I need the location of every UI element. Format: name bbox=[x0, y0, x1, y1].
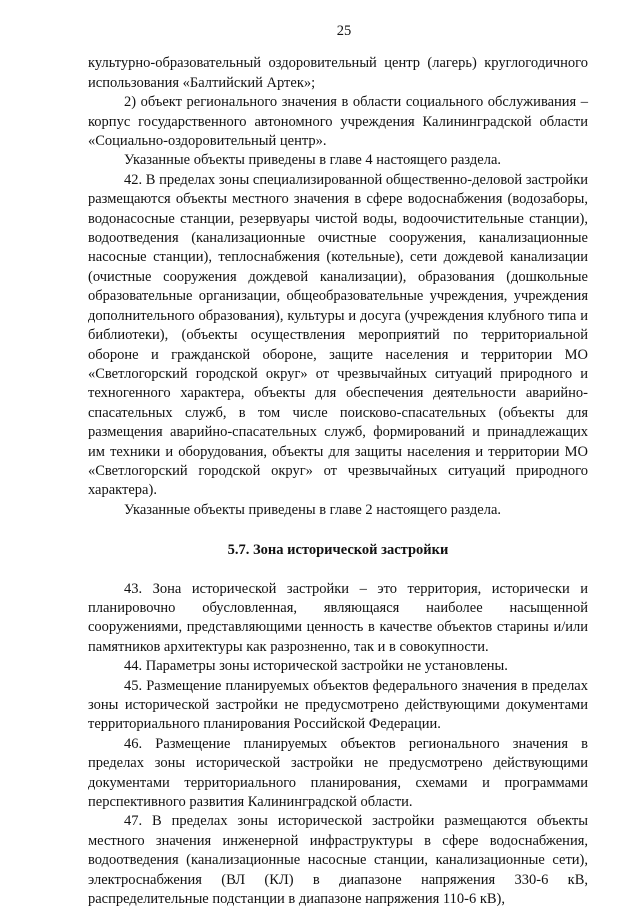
paragraph: 46. Размещение планируемых объектов регионального значения в пределах зоны исторической застройки не предусмотрено действующими документами территориального планирования, схемами и программами перспективного развития Калининградской области. bbox=[88, 735, 588, 811]
paragraph: культурно-образовательный оздоровительный центр (лагерь) круглогодичного использования «Балтийский Артек»; bbox=[88, 55, 588, 91]
section-heading: 5.7. Зона исторической застройки bbox=[227, 542, 449, 559]
paragraph: Указанные объекты приведены в главе 2 настоящего раздела. bbox=[124, 501, 502, 518]
paragraph: 45. Размещение планируемых объектов федерального значения в пределах зоны исторической застройки не предусмотрено действующими документами территориального планирования Российской Федерации. bbox=[88, 677, 588, 733]
paragraph: 44. Параметры зоны исторической застройки не установлены. bbox=[124, 658, 508, 675]
paragraph: Указанные объекты приведены в главе 4 настоящего раздела. bbox=[124, 152, 502, 169]
paragraph: 47. В пределах зоны исторической застройки размещаются объекты местного значения инженерной инфраструктуры в сфере водоснабжения, водоотведения (канализационные насосные станции, канализационные сети), электроснабжения (ВЛ (КЛ) в диапазоне напряжения 330-6 кВ, распределительные подстанции в диапазоне напряжения 110-6 кВ), bbox=[88, 813, 588, 908]
paragraph: 43. Зона исторической застройки – это территория, исторически и планировочно обусловленная, являющаяся наиболее насыщенной сооружениями, представляющими ценность в качестве объектов старины и/или памятников архитектуры как разрозненно, так и в совокупности. bbox=[88, 580, 588, 655]
paragraph: 42. В пределах зоны специализированной общественно-деловой застройки размещаются объекты местного значения в сфере водоснабжения (водозаборы, водонасосные станции, резервуары чистой воды, водоочистительные станции), водоотведения (канализационные очистные сооружения, канализационные насосные станции), теплоснабжения (котельные), сети дождевой канализации (очистные сооружения дождевой канализации), образования (дошкольные образовательные организации, общеобразовательные учреждения, учреждения дополнительного образования), культуры и досуга (учреждения клубного типа и библиотеки), (объекты осуществления мероприятий по территориальной обороне и гражданской обороне, защите населения и территории МО «Светлогорский городской округ» от чрезвычайных ситуаций природного и техногенного характера, объекты для обеспечения деятельности аварийно-спасательных служб, в том числе поисково-спасательных (объекты для размещения аварийно-спасательных служб, формирований и принадлежащих им техники и оборудования, объекты для защиты населения и территории МО «Светлогорский городской округ» от чрезвычайных ситуаций природного характера). bbox=[88, 171, 588, 499]
paragraph: 2) объект регионального значения в области социального обслуживания – корпус государственного автономного учреждения Калининградской области «Социально-оздоровительный центр». bbox=[88, 94, 588, 150]
page-number: 25 bbox=[336, 23, 352, 39]
